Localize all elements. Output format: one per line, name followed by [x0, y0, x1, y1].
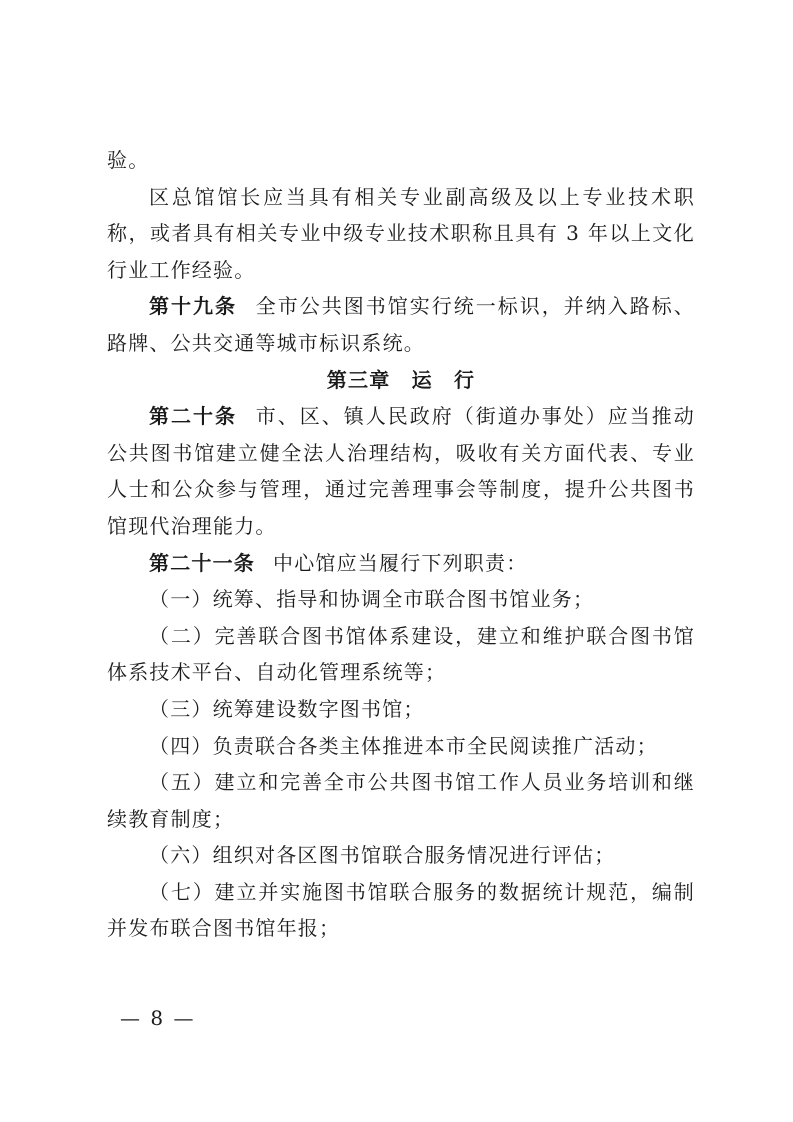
- article-19: [107, 288, 695, 361]
- list-item: （一）统筹、指导和协调全市联合图书馆业务；: [149, 587, 595, 612]
- paragraph-continuation: [107, 142, 695, 179]
- paragraph-text: 区总馆馆长应当具有相关专业副高级及以上专业技术职称，或者具有相关专业中级专业技术职称且具有 3 年以上文化行业工作经验。: [107, 184, 695, 282]
- article-text: 市、区、镇人民政府（街道办事处）应当推动公共图书馆建立健全法人治理结构，吸收有关方面代表、专业人士和公众参与管理，通过完善理事会等制度，提升公共图书馆现代治理能力。: [107, 404, 695, 538]
- paragraph-director-qualification: [107, 179, 695, 289]
- list-item: （四）负责联合各类主体推进本市全民阅读推广活动；: [149, 733, 658, 758]
- article-20: [107, 398, 695, 544]
- article-heading: 第十九条: [149, 294, 237, 319]
- list-item: （三）统筹建设数字图书馆；: [149, 696, 425, 721]
- article-heading: 第二十条: [149, 404, 237, 429]
- paragraph-text: 验。: [107, 148, 150, 172]
- page-number: — 8 —: [120, 1006, 196, 1030]
- list-item: （二）完善联合图书馆体系建设，建立和维护联合图书馆体系技术平台、自动化管理系统等；: [107, 623, 695, 685]
- document-body: [107, 142, 695, 947]
- article-21: [107, 545, 695, 582]
- list-item: （五）建立和完善全市公共图书馆工作人员业务培训和继续教育制度；: [107, 770, 695, 831]
- article-heading: 第二十一条: [149, 550, 255, 575]
- chapter-title: 第三章 运 行: [326, 367, 476, 392]
- article-text: 全市公共图书馆实行统一标识，并纳入路标、路牌、公共交通等城市标识系统。: [107, 294, 695, 355]
- article-text: 中心馆应当履行下列职责：: [273, 550, 528, 575]
- list-item: （六）组织对各区图书馆联合服务情况进行评估；: [149, 843, 616, 868]
- list-item: （七）建立并实施图书馆联合服务的数据统计规范，编制并发布联合图书馆年报；: [107, 879, 695, 941]
